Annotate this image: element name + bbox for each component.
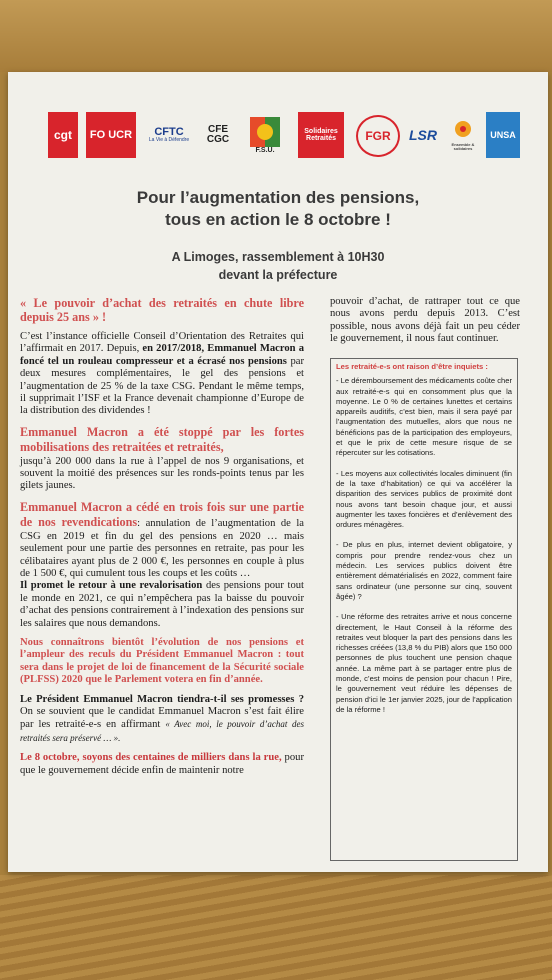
unsa-logo: UNSA <box>486 112 520 158</box>
paragraph-cor: C’est l’instance officielle Conseil d’Orientation des Retraites qui l’affirmait en 2017. Depuis, en 2017/2018, Emmanuel Macron a foncé tel un rouleau compresseur et a écrasé nos pensions par deux mesures complémentaires, le gel des pensions et l’augmentation de 25 % de la taxe CSG. Pendant le même temps, il supprimait l’ISF et la France devenait championne d’Europe de la distribution des dividendes ! <box>20 331 304 417</box>
main-title-line1: Pour l’augmentation des pensions, <box>136 188 420 207</box>
heading-plfss: Nous connaîtrons bientôt l’évolution de nos pensions et l’ampleur des reculs du Président Emmanuel Macron : tout sera dans le projet de loi de financement de la Sécurité sociale (PLFSS) 2020 que le Parlement votera en fin d’année. <box>20 636 304 686</box>
paragraph-revendications: Emmanuel Macron a cédé en trois fois sur une partie de nos revendications: annulation de l’augmentation de la CSG en 2019 et fin du gel des pensions en 2020 … mais seulement pour une partie des personnes en retraite, pas pour les célibataires ayant plus de 2 000 €, les personnes en couple à plus de 1 500 €, qui cumulent tous les coups et les coûts … <box>20 499 304 579</box>
paragraph-8-octobre: Le 8 octobre, soyons des centaines de milliers dans la rue, pour que le gouvernement décide enfin de maintenir notre <box>20 752 304 776</box>
left-column <box>20 296 304 784</box>
heading-pouvoir-achat: « Le pouvoir d’achat des retraités en chute libre depuis 25 ans » ! <box>20 296 304 324</box>
fgr-logo: FGR <box>356 115 400 157</box>
paragraph-mobilisations: Emmanuel Macron a été stoppé par les fortes mobilisations des retraitées et retraités, jusqu’à 200 000 dans la rue à l’appel de nos 9 organisations, et souvent la moitié des présences sur les ronds-points tenus par les gilets jaunes. <box>20 424 304 492</box>
wooden-table-bottom <box>0 875 552 980</box>
solidaires-retraites-logo: Solidaires Retraités <box>298 112 344 158</box>
cfe-cgc-logo: CFE CGC <box>206 124 230 145</box>
right-column-intro <box>330 296 520 353</box>
ensemble-solidaires-logo: Ensemble & solidaires <box>448 112 478 158</box>
paragraph-continuer: pouvoir d’achat, de rattraper tout ce que nous avons perdu depuis 2013. C’est possible, nous avons déjà fait un peu céder le gouvernement, il nous faut continuer. <box>330 296 520 345</box>
subtitle-line2: devant la préfecture <box>218 268 338 282</box>
paragraph-revalorisation: Il promet le retour à une revalorisation des pensions pour tout le monde en 2021, ce qui n’empêchera pas la baisse du pouvoir d’achat des pensions contrairement à l’indexation des pensions sur les salaires que nous demandons. <box>20 580 304 629</box>
paragraph-promesses: Le Président Emmanuel Macron tiendra-t-il ses promesses ? On se souvient que le candidat Emmanuel Macron s’est fait élire par les retraité-e-s en affirmant « Avec moi, le pouvoir d’achat des retraités sera préservé … ». <box>20 693 304 743</box>
leaflet-sheet <box>8 72 548 872</box>
inquietudes-box-title: Les retraité-e-s ont raison d’être inquiets : <box>336 362 488 371</box>
list-item: - De plus en plus, internet devient obligatoire, y compris pour prendre rendez-vous chez un médecin. Les services publics doivent être entièrement dématérialisés en 2022, comment faire sans ordinateur (une personne sur cinq, souvent âgée) ? <box>336 540 512 602</box>
cgt-logo: cgt <box>48 112 78 158</box>
list-item: - Une réforme des retraites arrive et nous concerne directement, le Haut Conseil à la réforme des retraites veut bloquer la part des pensions dans les richesses créées (13,8 % du PIB) alors que 150 000 personnes de plus touchent une pension chaque année. La même part à se partager entre plus de monde, c’est moins de pension pour chacun ! Pire, le gouvernement veut réduire les dépenses de pension d’ici le 1er janvier 2025, jour de l’application de la réforme ! <box>336 612 512 715</box>
subtitle-line1: A Limoges, rassemblement à 10H30 <box>171 250 385 264</box>
cftc-logo: CFTC La Vie à Défendre <box>148 126 190 143</box>
fsu-emblem-icon <box>250 117 280 147</box>
list-item: - Le déremboursement des médicaments coûte cher aux retraité-e-s qui en consomment plus que la moyenne. Le 0 % de certaines lunettes et certains appareils auditifs, c’est bien, mais il sera payé par l’augmentation des mutuelles, alors que nous ne bénéficions pas de la participation des employeurs, et que le prix de cette mesure risque de se répercuter sur les cotisations. <box>336 376 512 458</box>
list-item: - Les moyens aux collectivités locales diminuent (fin de la taxe d’habitation) ce qui va accélérer la disparition des services publics de proximité dont nous avons tant besoin chaque jour, et aussi augmenter les taxes foncières et d’enlèvement des ordures ménagères. <box>336 469 512 531</box>
sun-figure-icon <box>451 119 475 143</box>
union-logos-row <box>8 112 548 168</box>
inquietudes-box <box>330 358 518 861</box>
lsr-logo: LSR <box>409 127 437 143</box>
fo-ucr-logo: FO UCR <box>86 112 136 158</box>
main-title-line2: tous en action le 8 octobre ! <box>165 210 391 229</box>
fsu-logo: F.S.U. <box>244 112 286 158</box>
inquietudes-list <box>336 376 512 715</box>
wooden-table-top <box>0 0 552 72</box>
